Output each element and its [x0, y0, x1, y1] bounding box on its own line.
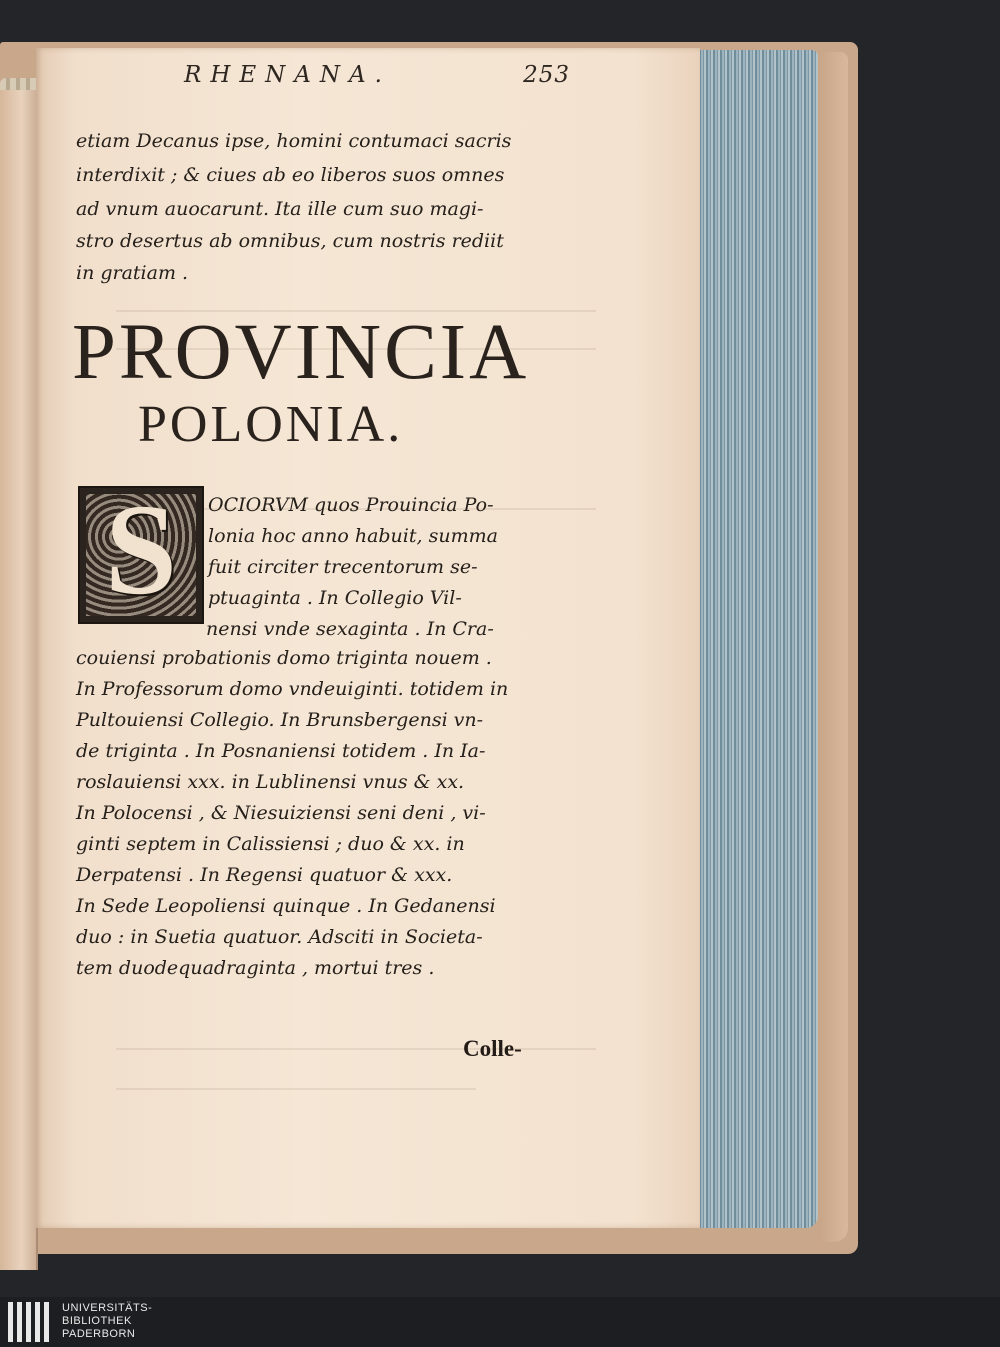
- previous-page-edge: [0, 90, 38, 1270]
- text-line: interdixit ; & ciues ab eo liberos suos omnes: [76, 164, 505, 186]
- text-line: In Professorum domo vndeuiginti. totidem in: [76, 678, 509, 700]
- text-line: lonia hoc anno habuit, summa: [208, 525, 498, 547]
- text-line: ptuaginta . In Collegio Vil-: [208, 587, 462, 609]
- running-title: RHENANA.: [184, 62, 391, 88]
- section-title: PROVINCIA: [72, 309, 530, 396]
- text-line: duo : in Suetia quatuor. Adsciti in Societa-: [76, 926, 483, 948]
- text-line: etiam Decanus ipse, homini contumaci sacris: [76, 130, 512, 152]
- page-edges: [692, 50, 818, 1228]
- text-line: in gratiam .: [76, 262, 189, 284]
- section-subtitle: POLONIA.: [138, 396, 404, 453]
- catchword: Colle-: [463, 1036, 522, 1061]
- footer-bar: [0, 1297, 1000, 1347]
- bleed-through: [116, 1088, 476, 1090]
- text-line: fuit circiter trecentorum se-: [208, 556, 478, 578]
- cover-edge: [818, 52, 848, 1242]
- running-head: [170, 62, 570, 92]
- text-line: In Polocensi , & Niesuiziensi seni deni , vi-: [76, 802, 486, 824]
- text-line: tem duodequadraginta , mortui tres .: [76, 957, 435, 979]
- drop-cap-letter: S: [104, 478, 178, 622]
- text-line: de triginta . In Posnaniensi totidem . In Ia-: [76, 740, 486, 762]
- page-number: 253: [523, 62, 570, 88]
- text-line: Derpatensi . In Regensi quatuor & xxx.: [76, 864, 453, 886]
- drop-cap: [78, 478, 204, 624]
- text-line: couiensi probationis domo triginta nouem .: [76, 647, 492, 669]
- text-line: ad vnum auocarunt. Ita ille cum suo magi-: [76, 198, 484, 220]
- text-line: nensi vnde sexaginta . In Cra-: [206, 618, 494, 640]
- bleed-through: [116, 1048, 596, 1050]
- library-logo-text: [62, 1302, 152, 1341]
- text-line: stro desertus ab omnibus, cum nostris rediit: [76, 230, 504, 252]
- logo-line: PADERBORN: [62, 1328, 136, 1340]
- logo-line: BIBLIOTHEK: [62, 1315, 132, 1327]
- text-line: In Sede Leopoliensi quinque . In Gedanensi: [76, 895, 496, 917]
- text-line: roslauiensi xxx. in Lublinensi vnus & xx.: [76, 771, 465, 793]
- library-logo-icon: [8, 1302, 52, 1342]
- text-line: Pultouiensi Collegio. In Brunsbergensi vn-: [76, 709, 484, 731]
- text-line: OCIORVM quos Prouincia Po-: [208, 494, 494, 516]
- text-line: ginti septem in Calissiensi ; duo & xx. in: [76, 833, 465, 855]
- logo-line: UNIVERSITÄTS-: [62, 1302, 153, 1314]
